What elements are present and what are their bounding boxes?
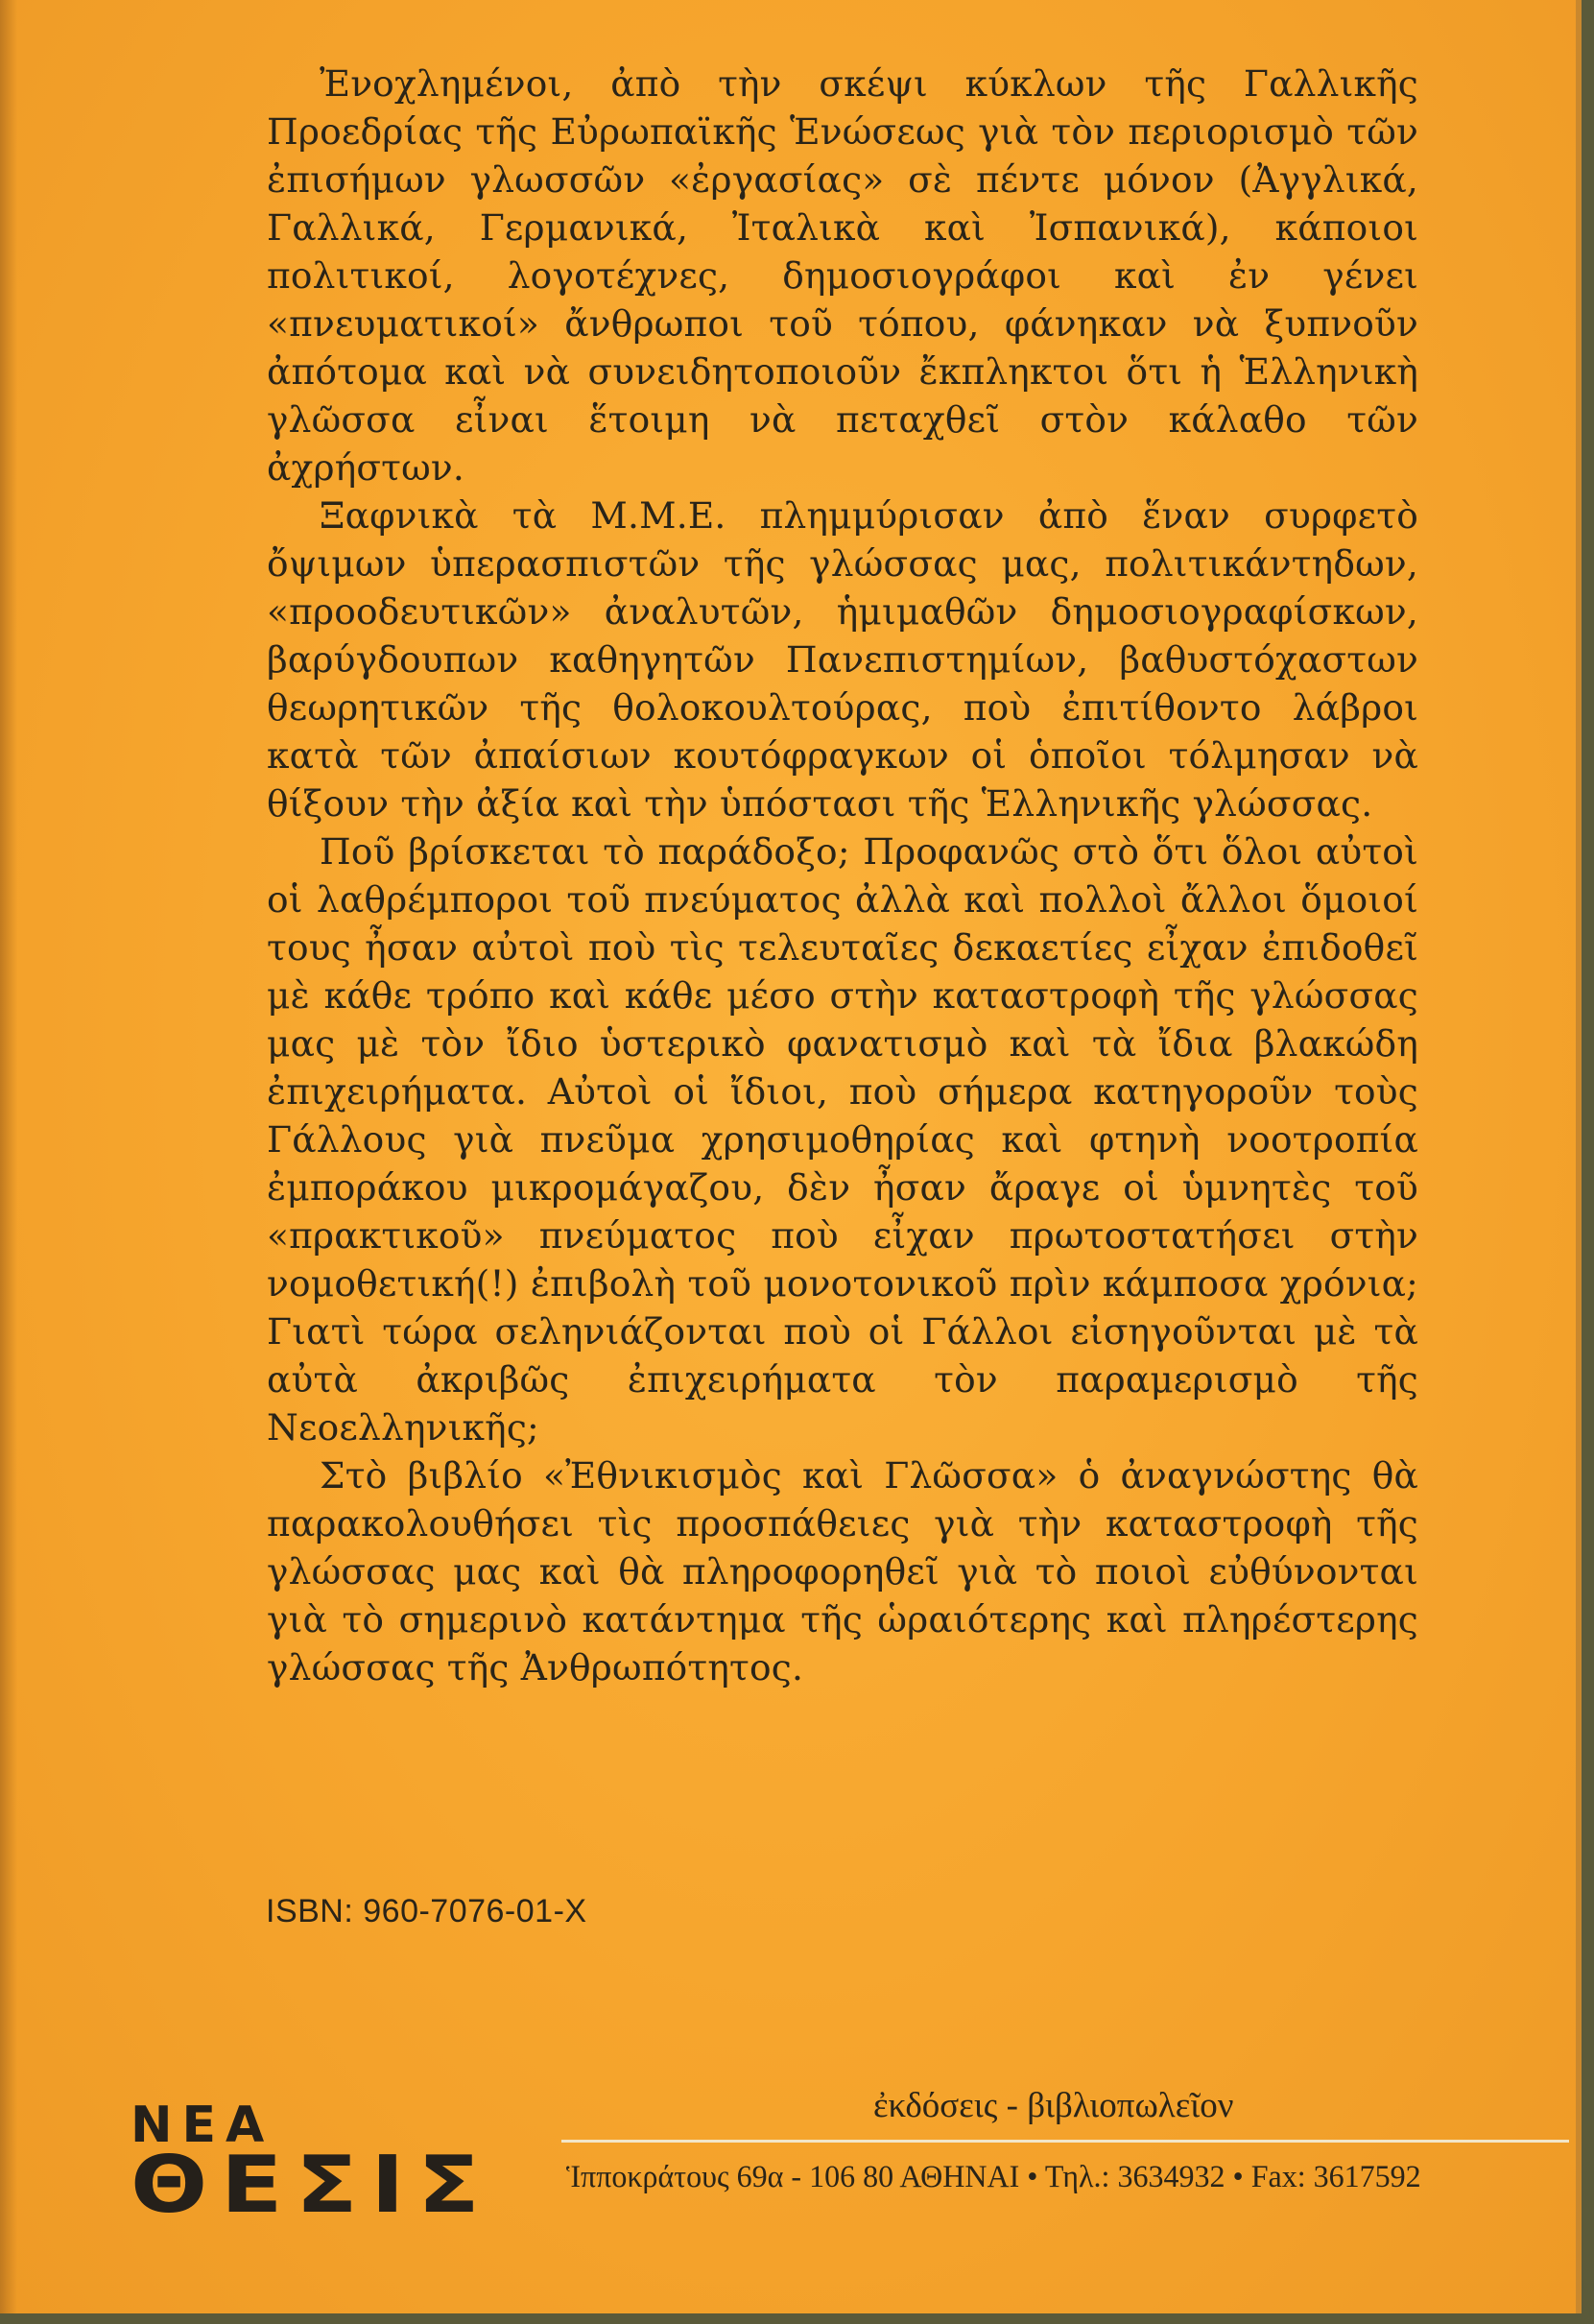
- logo-line-2: ΘΕΣΙΣ: [131, 2140, 493, 2231]
- paragraph-1: Ἐνοχλημένοι, ἀπὸ τὴν σκέψι κύκλων τῆς Γαλλικῆς Προεδρίας τῆς Εὐρωπαϊκῆς Ἑνώσεως γιὰ τὸν περιορισμὸ τῶν ἐπισήμων γλωσσῶν «ἐργασίας» σὲ πέντε μόνον (Ἀγγλικά, Γαλλικά, Γερμανικά, Ἰταλικὰ καὶ Ἰσπανικά), κάποιοι πολιτικοί, λογοτέχνες, δημοσιογράφοι καὶ ἐν γένει «πνευματικοί» ἄνθρωποι τοῦ τόπου, φάνηκαν νὰ ξυπνοῦν ἀπότομα καὶ νὰ συνειδητοποιοῦν ἔκπληκτοι ὅτι ἡ Ἑλληνικὴ γλῶσσα εἶναι ἕτοιμη νὰ πεταχθεῖ στὸν κάλαθο τῶν ἀχρήστων.: [267, 62, 1418, 489]
- paragraph-2: Ξαφνικὰ τὰ Μ.Μ.Ε. πλημμύρισαν ἀπὸ ἕναν συρφετὸ ὄψιμων ὑπερασπιστῶν τῆς γλώσσας μας, πολιτικάντηδων, «προοδευτικῶν» ἀναλυτῶν, ἡμιμαθῶν δημοσιογραφίσκων, βαρύγδουπων καθηγητῶν Πανεπιστημίων, βαθυστόχαστων θεωρητικῶν τῆς θολοκουλτούρας, ποὺ ἐπιτίθοντο λάβροι κατὰ τῶν ἀπαίσιων κουτόφραγκων οἱ ὁποῖοι τόλμησαν νὰ θίξουν τὴν ἀξία καὶ τὴν ὑπόστασι τῆς Ἑλληνικῆς γλώσσας.: [267, 494, 1418, 825]
- divider-rule: [561, 2140, 1569, 2143]
- logo-line-1: ΝΕΑ: [131, 2096, 274, 2154]
- paragraph-3: Ποῦ βρίσκεται τὸ παράδοξο; Προφανῶς στὸ ὅτι ὅλοι αὐτοὶ οἱ λαθρέμποροι τοῦ πνεύματος ἀλλὰ καὶ πολλοὶ ἄλλοι ὅμοιοί τους ἦσαν αὐτοὶ ποὺ τὶς τελευταῖες δεκαετίες εἶχαν ἐπιδοθεῖ μὲ κάθε τρόπο καὶ κάθε μέσο στὴν καταστροφὴ τῆς γλώσσας μας μὲ τὸν ἴδιο ὑστερικὸ φανατισμὸ καὶ τὰ ἴδια βλακώδη ἐπιχειρήματα. Αὐτοὶ οἱ ἴδιοι, ποὺ σήμερα κατηγοροῦν τοὺς Γάλλους γιὰ πνεῦμα χρησιμοθηρίας καὶ φτηνὴ νοοτροπία ἐμποράκου μικρομάγαζου, δὲν ἦσαν ἄραγε οἱ ὑμνητὲς τοῦ «πρακτικοῦ» πνεύματος ποὺ εἶχαν πρωτοστατήσει στὴν νομοθετική(!) ἐπιβολὴ τοῦ μονοτονικοῦ πρὶν κάμποσα χρόνια; Γιατὶ τώρα σεληνιάζονται ποὺ οἱ Γάλλοι εἰσηγοῦνται μὲ τὰ αὐτὰ ἀκριβῶς ἐπιχειρήματα τὸν παραμερισμὸ τῆς Νεοελληνικῆς;: [267, 830, 1418, 1449]
- isbn-label: ISBN: 960-7076-01-X: [266, 1893, 587, 1929]
- publisher-subtitle: ἐκδόσεις - βιβλιοπωλεῖον: [873, 2086, 1234, 2125]
- publisher-logo: [131, 2096, 493, 2231]
- publisher-address: Ἱπποκράτους 69α - 106 80 ΑΘΗΝΑΙ • Τηλ.: 3634932 • Fax: 3617592: [566, 2160, 1421, 2194]
- paragraph-4: Στὸ βιβλίο «Ἐθνικισμὸς καὶ Γλῶσσα» ὁ ἀναγνώστης θὰ παρακολουθήσει τὶς προσπάθειες γιὰ τὴν καταστροφὴ τῆς γλώσσας μας καὶ θὰ πληροφορηθεῖ γιὰ τὸ ποιοὶ εὐθύνονται γιὰ τὸ σημερινὸ κατάντημα τῆς ὡραιότερης καὶ πληρέστερης γλώσσας τῆς Ἀνθρωπότητος.: [267, 1454, 1418, 1689]
- spine-shadow: [0, 0, 17, 2313]
- blurb-text: [267, 60, 1418, 1691]
